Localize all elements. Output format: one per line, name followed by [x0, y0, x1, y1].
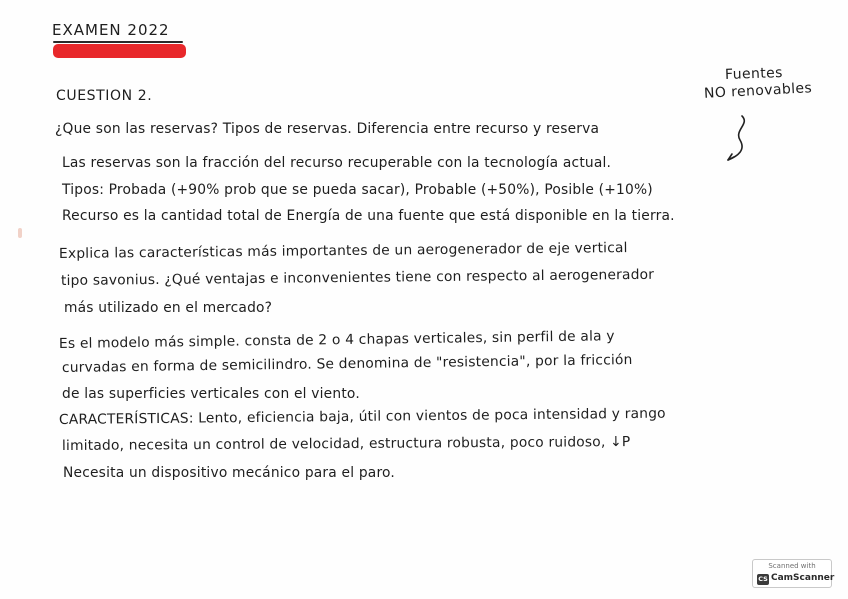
- question-2-prompt-line-1: Explica las características más importantes de un aerogenerador de eje vertical: [58, 240, 628, 262]
- camscanner-logo-icon: CS: [758, 575, 768, 583]
- scanned-with-label: Scanned with: [768, 562, 816, 570]
- question-2-prompt-line-3: más utilizado en el mercado?: [64, 300, 273, 316]
- camscanner-watermark: [752, 559, 835, 588]
- answer-2-line-1: Es el modelo más simple. consta de 2 o 4 chapas verticales, sin perfil de ala y: [58, 328, 615, 352]
- margin-note-line-1: Fuentes: [724, 64, 784, 84]
- margin-note-line-2: NO renovables: [703, 80, 813, 102]
- answer-2-line-4: CARACTERÍSTICAS: Lento, eficiencia baja, útil con vientos de poca intensidad y rango: [58, 405, 666, 428]
- answer-2-line-2: curvadas en forma de semicilindro. Se denomina de "resistencia", por la fricción: [61, 352, 633, 376]
- question-heading: CUESTION 2.: [56, 88, 153, 104]
- question-1-prompt: ¿Que son las reservas? Tipos de reservas. Diferencia entre recurso y reserva: [55, 121, 600, 137]
- exam-title: EXAMEN 2022: [52, 21, 170, 39]
- title-underline: [53, 41, 183, 43]
- title-highlight: [53, 44, 186, 58]
- answer-1-line-2: Tipos: Probada (+90% prob que se pueda sacar), Probable (+50%), Posible (+10%): [62, 182, 653, 198]
- question-2-prompt-line-2: tipo savonius. ¿Qué ventajas e inconvenientes tiene con respecto al aerogenerador: [60, 266, 655, 289]
- answer-1-line-3: Recurso es la cantidad total de Energía de una fuente que está disponible en la tierra.: [62, 208, 675, 224]
- scan-edge-mark: [18, 228, 22, 238]
- camscanner-brand: CamScanner: [771, 573, 835, 583]
- margin-arrow-icon: [724, 112, 754, 164]
- answer-2-line-3: de las superficies verticales con el viento.: [62, 386, 360, 402]
- answer-2-line-5: limitado, necesita un control de velocidad, estructura robusta, poco ruidoso, ↓P: [61, 434, 631, 454]
- answer-1-line-1: Las reservas son la fracción del recurso recuperable con la tecnología actual.: [62, 155, 612, 171]
- answer-2-line-6: Necesita un dispositivo mecánico para el paro.: [63, 465, 396, 481]
